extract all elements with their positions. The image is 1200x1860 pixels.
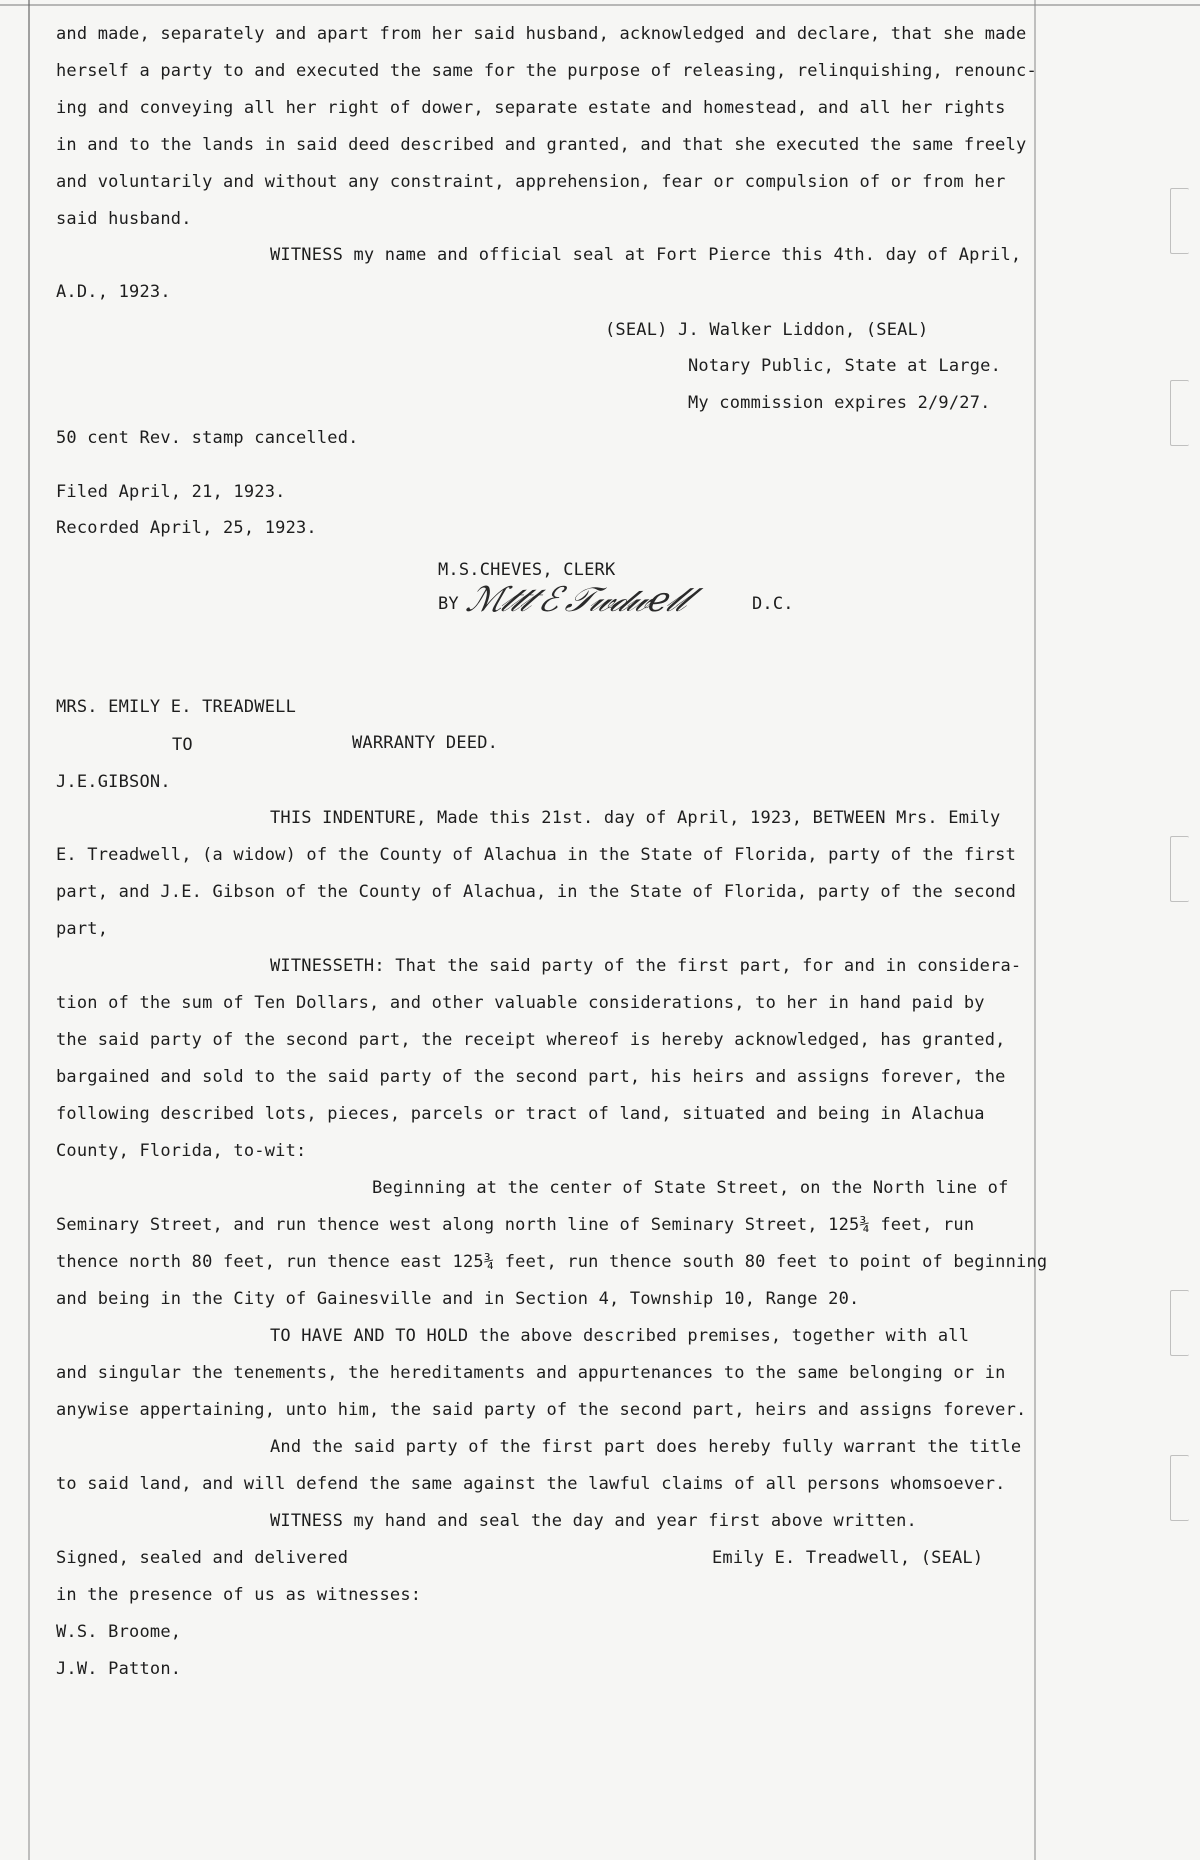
text-line: My commission expires 2/9/27. bbox=[688, 393, 991, 413]
text-line: to said land, and will defend the same against the lawful claims of all persons whomsoever. bbox=[56, 1474, 1006, 1494]
text-line: part, and J.E. Gibson of the County of Alachua, in the State of Florida, party of the second bbox=[56, 882, 1017, 902]
text-line: herself a party to and executed the same for the purpose of releasing, relinquishing, renounc- bbox=[56, 61, 1037, 81]
text-line: Notary Public, State at Large. bbox=[688, 356, 1002, 376]
text-line: THIS INDENTURE, Made this 21st. day of April, 1923, BETWEEN Mrs. Emily bbox=[270, 808, 1001, 828]
text-line: in the presence of us as witnesses: bbox=[56, 1585, 422, 1605]
text-line: WITNESSETH: That the said party of the first part, for and in considera- bbox=[270, 956, 1022, 976]
text-line: E. Treadwell, (a widow) of the County of Alachua in the State of Florida, party of the first bbox=[56, 845, 1017, 865]
text-line: 50 cent Rev. stamp cancelled. bbox=[56, 428, 359, 448]
text-line: thence north 80 feet, run thence east 125¾ feet, run thence south 80 feet to point of beginning bbox=[56, 1252, 1048, 1272]
text-line: and voluntarily and without any constraint, apprehension, fear or compulsion of or from her bbox=[56, 172, 1006, 192]
notary-signature-line: (SEAL) J. Walker Liddon, (SEAL) bbox=[605, 320, 929, 340]
text-line: following described lots, pieces, parcels or tract of land, situated and being in Alachua bbox=[56, 1104, 985, 1124]
text-line: Seminary Street, and run thence west along north line of Seminary Street, 125¾ feet, run bbox=[56, 1215, 975, 1235]
binder-tab bbox=[1170, 1455, 1189, 1521]
text-line: BY bbox=[438, 594, 459, 614]
text-line: ing and conveying all her right of dower, separate estate and homestead, and all her rights bbox=[56, 98, 1006, 118]
text-line: bargained and sold to the said party of the second part, his heirs and assigns forever, the bbox=[56, 1067, 1006, 1087]
page-right-edge bbox=[1034, 0, 1036, 1860]
clerk-signature-scribble: ℳ𝓉𝓉𝓉 ℰ 𝒯𝓌𝒹𝓌𝑒𝓁𝓁 bbox=[461, 580, 693, 620]
binder-tab bbox=[1170, 188, 1189, 254]
witness-name: W.S. Broome, bbox=[56, 1622, 182, 1642]
binder-tab bbox=[1170, 1290, 1189, 1356]
text-line: said husband. bbox=[56, 209, 192, 229]
text-line: And the said party of the first part does hereby fully warrant the title bbox=[270, 1437, 1022, 1457]
text-line: anywise appertaining, unto him, the said party of the second part, heirs and assigns forever. bbox=[56, 1400, 1027, 1420]
text-line: part, bbox=[56, 919, 109, 939]
text-line: TO HAVE AND TO HOLD the above described premises, together with all bbox=[270, 1326, 970, 1346]
text-line: County, Florida, to-wit: bbox=[56, 1141, 307, 1161]
page-left-edge bbox=[28, 0, 30, 1860]
text-line: the said party of the second part, the receipt whereof is hereby acknowledged, has granted, bbox=[56, 1030, 1006, 1050]
page-top-edge bbox=[0, 4, 1200, 6]
text-line: and being in the City of Gainesville and in Section 4, Township 10, Range 20. bbox=[56, 1289, 860, 1309]
text-line: Beginning at the center of State Street, on the North line of bbox=[372, 1178, 1009, 1198]
text-line: Filed April, 21, 1923. bbox=[56, 482, 286, 502]
text-line: in and to the lands in said deed described and granted, and that she executed the same freely bbox=[56, 135, 1027, 155]
binder-tab bbox=[1170, 380, 1189, 446]
text-line: tion of the sum of Ten Dollars, and other valuable considerations, to her in hand paid by bbox=[56, 993, 985, 1013]
grantor-name: MRS. EMILY E. TREADWELL bbox=[56, 697, 297, 717]
text-line: and made, separately and apart from her said husband, acknowledged and declare, that she made bbox=[56, 24, 1027, 44]
text-line: WITNESS my hand and seal the day and year first above written. bbox=[270, 1511, 917, 1531]
text-line: and singular the tenements, the hereditaments and appurtenances to the same belonging or in bbox=[56, 1363, 1006, 1383]
text-line: Signed, sealed and delivered bbox=[56, 1548, 349, 1568]
text-line: TO bbox=[172, 735, 193, 755]
text-line: Recorded April, 25, 1923. bbox=[56, 518, 317, 538]
clerk-name: M.S.CHEVES, CLERK bbox=[438, 560, 616, 580]
grantee-name: J.E.GIBSON. bbox=[56, 772, 171, 792]
text-line: D.C. bbox=[752, 594, 794, 614]
text-line: A.D., 1923. bbox=[56, 282, 171, 302]
text-line: WITNESS my name and official seal at Fort Pierce this 4th. day of April, bbox=[270, 245, 1022, 265]
grantor-signature: Emily E. Treadwell, (SEAL) bbox=[712, 1548, 984, 1568]
document-title: WARRANTY DEED. bbox=[352, 733, 499, 753]
binder-tab bbox=[1170, 836, 1189, 902]
witness-name: J.W. Patton. bbox=[56, 1659, 182, 1679]
